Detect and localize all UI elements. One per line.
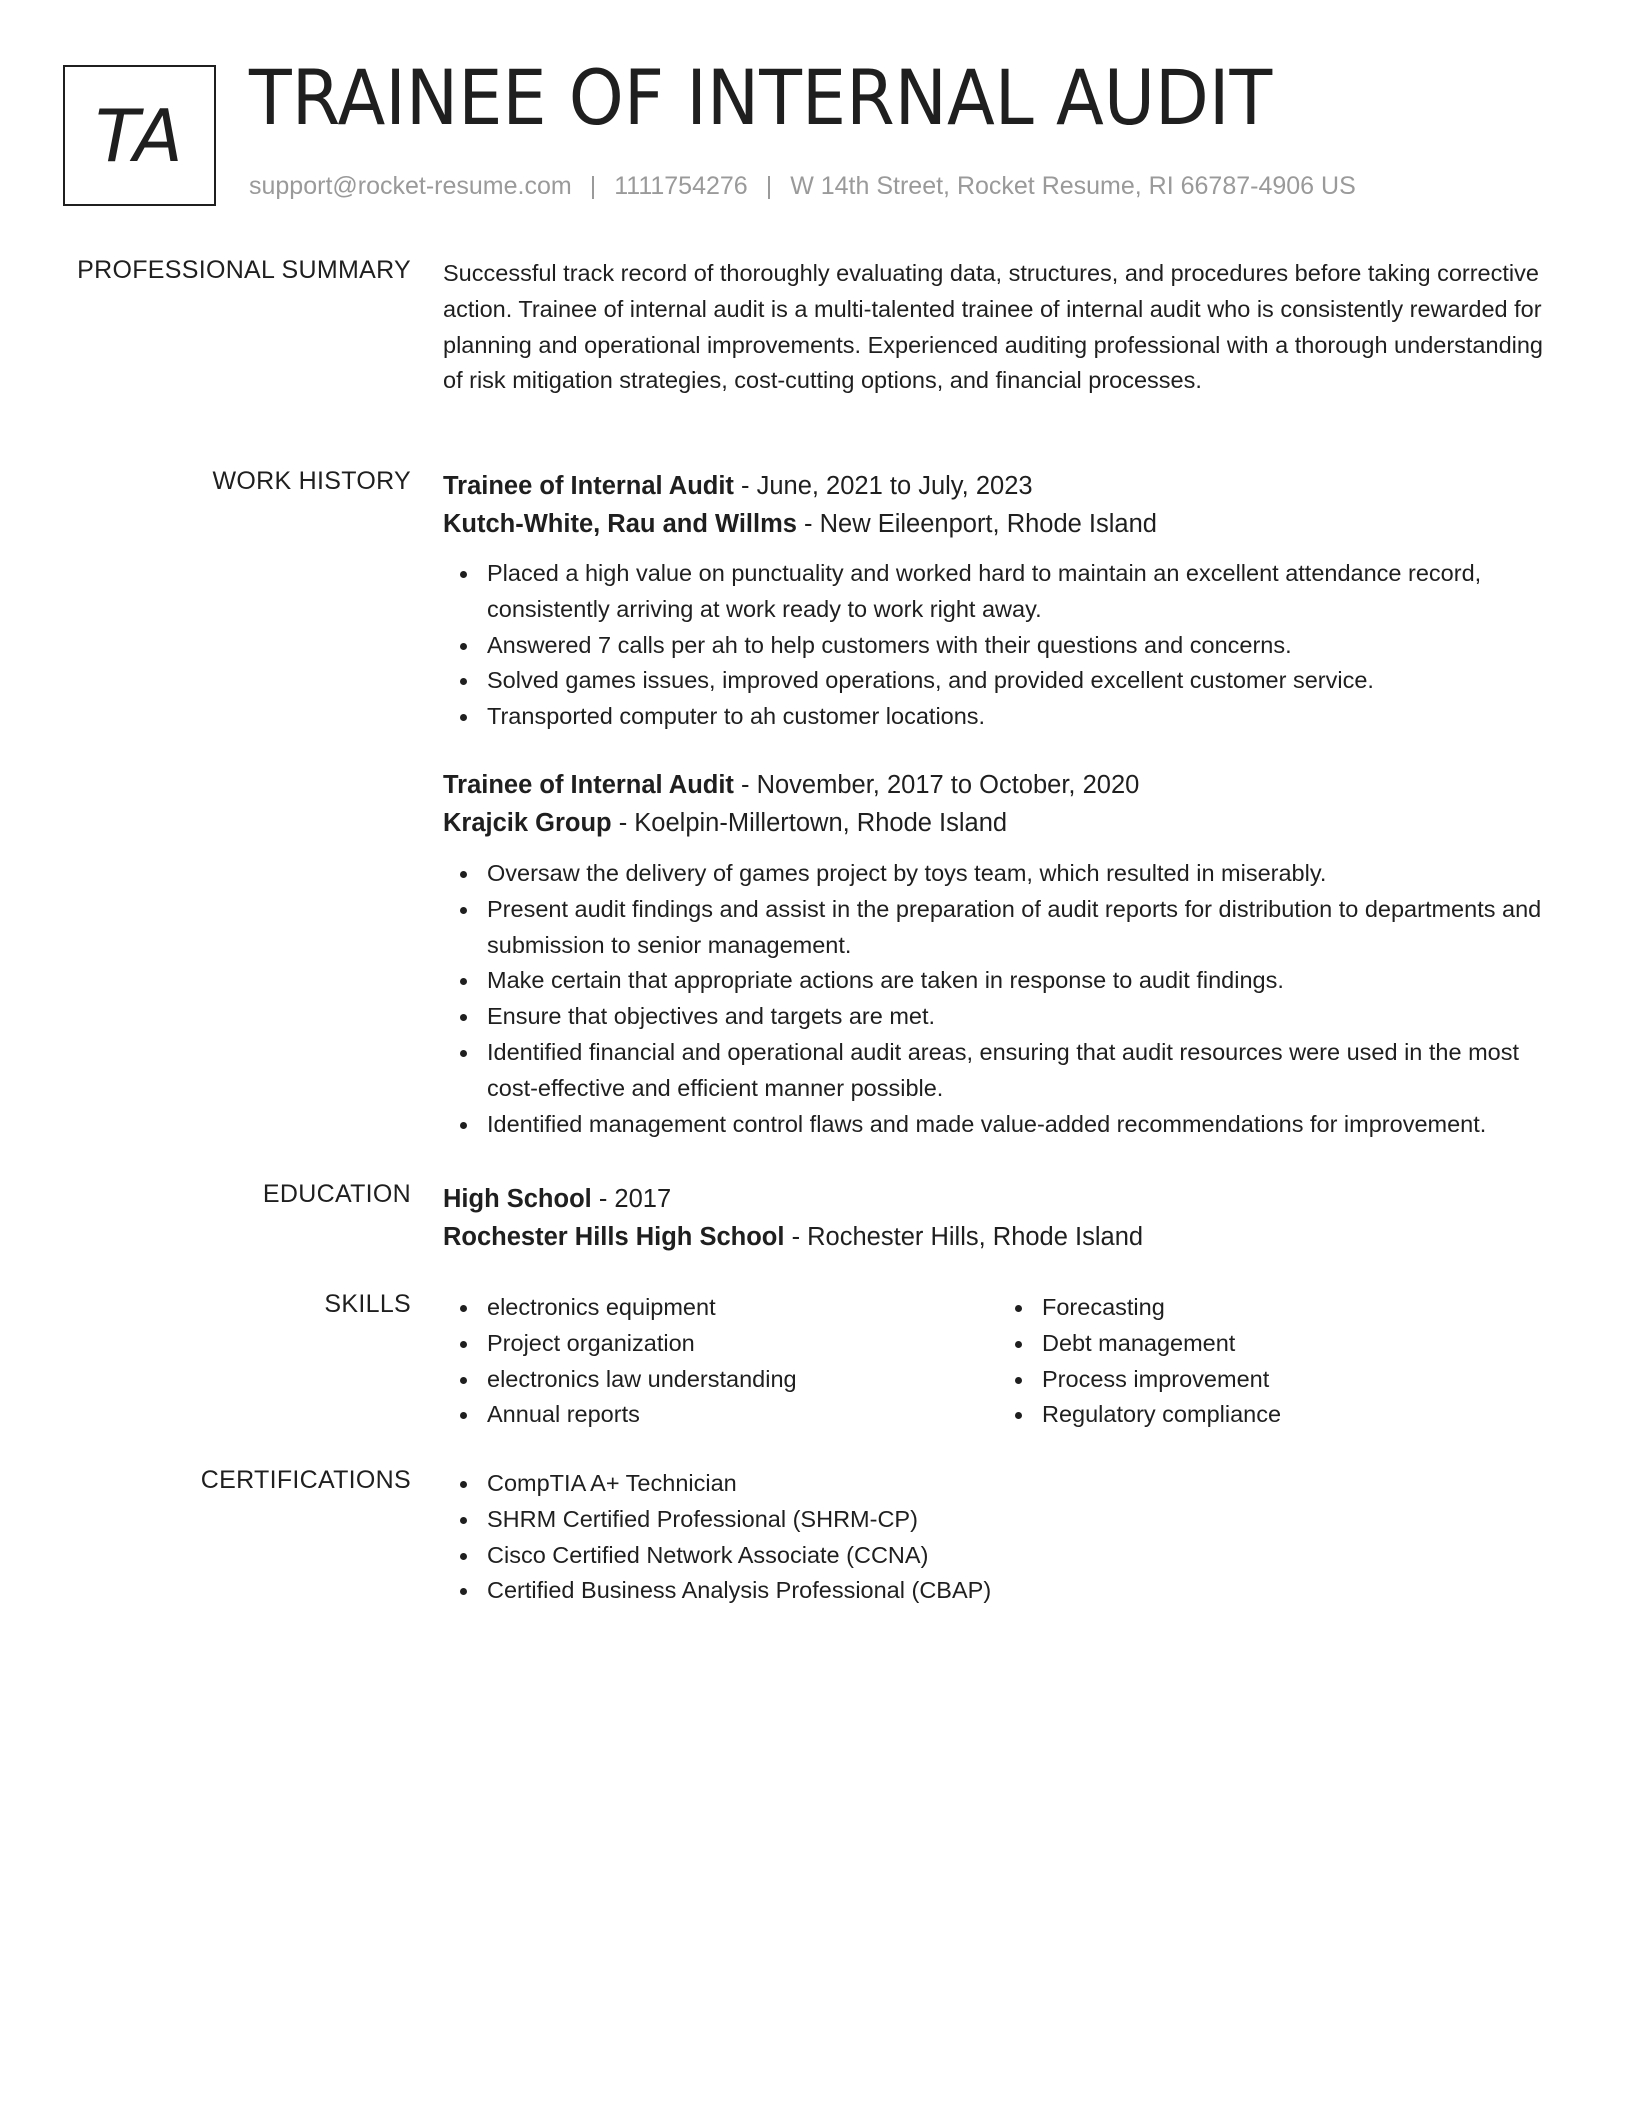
list-item: Ensure that objectives and targets are met. xyxy=(487,999,1553,1035)
job-title-line xyxy=(443,467,1553,505)
list-item: CompTIA A+ Technician xyxy=(487,1466,1553,1502)
job-dates: - June, 2021 to July, 2023 xyxy=(733,472,1033,500)
summary-text: Successful track record of thoroughly evaluating data, structures, and procedures before taking corrective action. Trainee of internal audit is a multi-talented trainee of internal audit who is consistently rewarded for planning and operational improvements. Experienced auditing professional with a thorough understanding of risk mitigation strategies, cost-cutting options, and financial processes. xyxy=(443,260,1544,394)
job-title: Trainee of Internal Audit xyxy=(443,770,734,799)
education-body xyxy=(443,1180,1553,1256)
resume-title: TRAINEE OF INTERNAL AUDIT xyxy=(249,53,1273,142)
list-item: SHRM Certified Professional (SHRM-CP) xyxy=(487,1502,1553,1538)
job-bullets xyxy=(443,856,1553,1142)
contact-phone[interactable]: 1111754276 xyxy=(614,172,748,200)
list-item: Transported computer to ah customer locations. xyxy=(487,699,1553,735)
certifications-body xyxy=(443,1466,1553,1609)
skills-column-left xyxy=(443,1290,998,1433)
list-item: Process improvement xyxy=(1042,1362,1553,1398)
list-item: electronics equipment xyxy=(487,1290,998,1326)
job-company: Krajcik Group xyxy=(443,808,612,837)
skills-column-right xyxy=(998,1290,1553,1433)
list-item: Cisco Certified Network Associate (CCNA) xyxy=(487,1538,1553,1574)
job-entry xyxy=(443,766,1553,1142)
list-item: Annual reports xyxy=(487,1397,998,1433)
monogram-initials: TA xyxy=(95,93,184,178)
skills-body xyxy=(443,1290,1553,1433)
list-item: Present audit findings and assist in the preparation of audit reports for distribution to departments and submission to senior management. xyxy=(487,892,1553,964)
list-item: Oversaw the delivery of games project by toys team, which resulted in miserably. xyxy=(487,856,1553,892)
contact-address: W 14th Street, Rocket Resume, RI 66787-4906 US xyxy=(790,172,1356,200)
summary-body xyxy=(443,256,1553,399)
skills-grid xyxy=(443,1290,1553,1433)
job-title-line xyxy=(443,766,1553,804)
education-year: - 2017 xyxy=(591,1185,672,1213)
job-location: - New Eileenport, Rhode Island xyxy=(796,510,1157,538)
section-label: EDUCATION xyxy=(262,1180,411,1208)
certifications-list xyxy=(443,1466,1553,1609)
list-item: electronics law understanding xyxy=(487,1362,998,1398)
job-title: Trainee of Internal Audit xyxy=(443,472,734,500)
contact-line xyxy=(249,172,1356,201)
list-item: Forecasting xyxy=(1042,1290,1553,1326)
monogram-box xyxy=(63,65,216,206)
section-label: PROFESSIONAL SUMMARY xyxy=(77,256,411,284)
list-item: Certified Business Analysis Professional (CBAP) xyxy=(487,1573,1553,1609)
list-item: Regulatory compliance xyxy=(1042,1397,1553,1433)
contact-email[interactable]: support@rocket-resume.com xyxy=(249,172,572,200)
education-degree-line xyxy=(443,1180,1553,1218)
list-item: Project organization xyxy=(487,1326,998,1362)
education-school-line xyxy=(443,1218,1553,1256)
education-location: - Rochester Hills, Rhode Island xyxy=(784,1223,1144,1251)
section-label: CERTIFICATIONS xyxy=(200,1466,411,1494)
job-entry xyxy=(443,467,1553,735)
list-item: Identified financial and operational audit areas, ensuring that audit resources were used in the most cost-effective and efficient manner possible. xyxy=(487,1035,1553,1107)
work-history-body xyxy=(443,467,1553,1142)
list-item: Identified management control flaws and made value-added recommendations for improvement. xyxy=(487,1107,1553,1143)
list-item: Make certain that appropriate actions are taken in response to audit findings. xyxy=(487,963,1553,999)
job-location: - Koelpin-Millertown, Rhode Island xyxy=(611,808,1008,837)
job-company-line xyxy=(443,505,1553,543)
list-item: Placed a high value on punctuality and worked hard to maintain an excellent attendance record, consistently arriving at work ready to work right away. xyxy=(487,556,1553,628)
job-dates: - November, 2017 to October, 2020 xyxy=(733,770,1140,799)
education-school: Rochester Hills High School xyxy=(443,1223,785,1251)
education-degree: High School xyxy=(443,1185,592,1213)
job-bullets xyxy=(443,556,1553,735)
contact-separator: | xyxy=(589,172,597,200)
list-item: Solved games issues, improved operations, and provided excellent customer service. xyxy=(487,663,1553,699)
contact-separator: | xyxy=(765,172,773,200)
list-item: Debt management xyxy=(1042,1326,1553,1362)
job-company: Kutch-White, Rau and Willms xyxy=(443,510,797,538)
section-label: WORK HISTORY xyxy=(212,467,411,495)
section-label: SKILLS xyxy=(324,1290,411,1318)
job-company-line xyxy=(443,804,1553,842)
list-item: Answered 7 calls per ah to help customers with their questions and concerns. xyxy=(487,628,1553,664)
